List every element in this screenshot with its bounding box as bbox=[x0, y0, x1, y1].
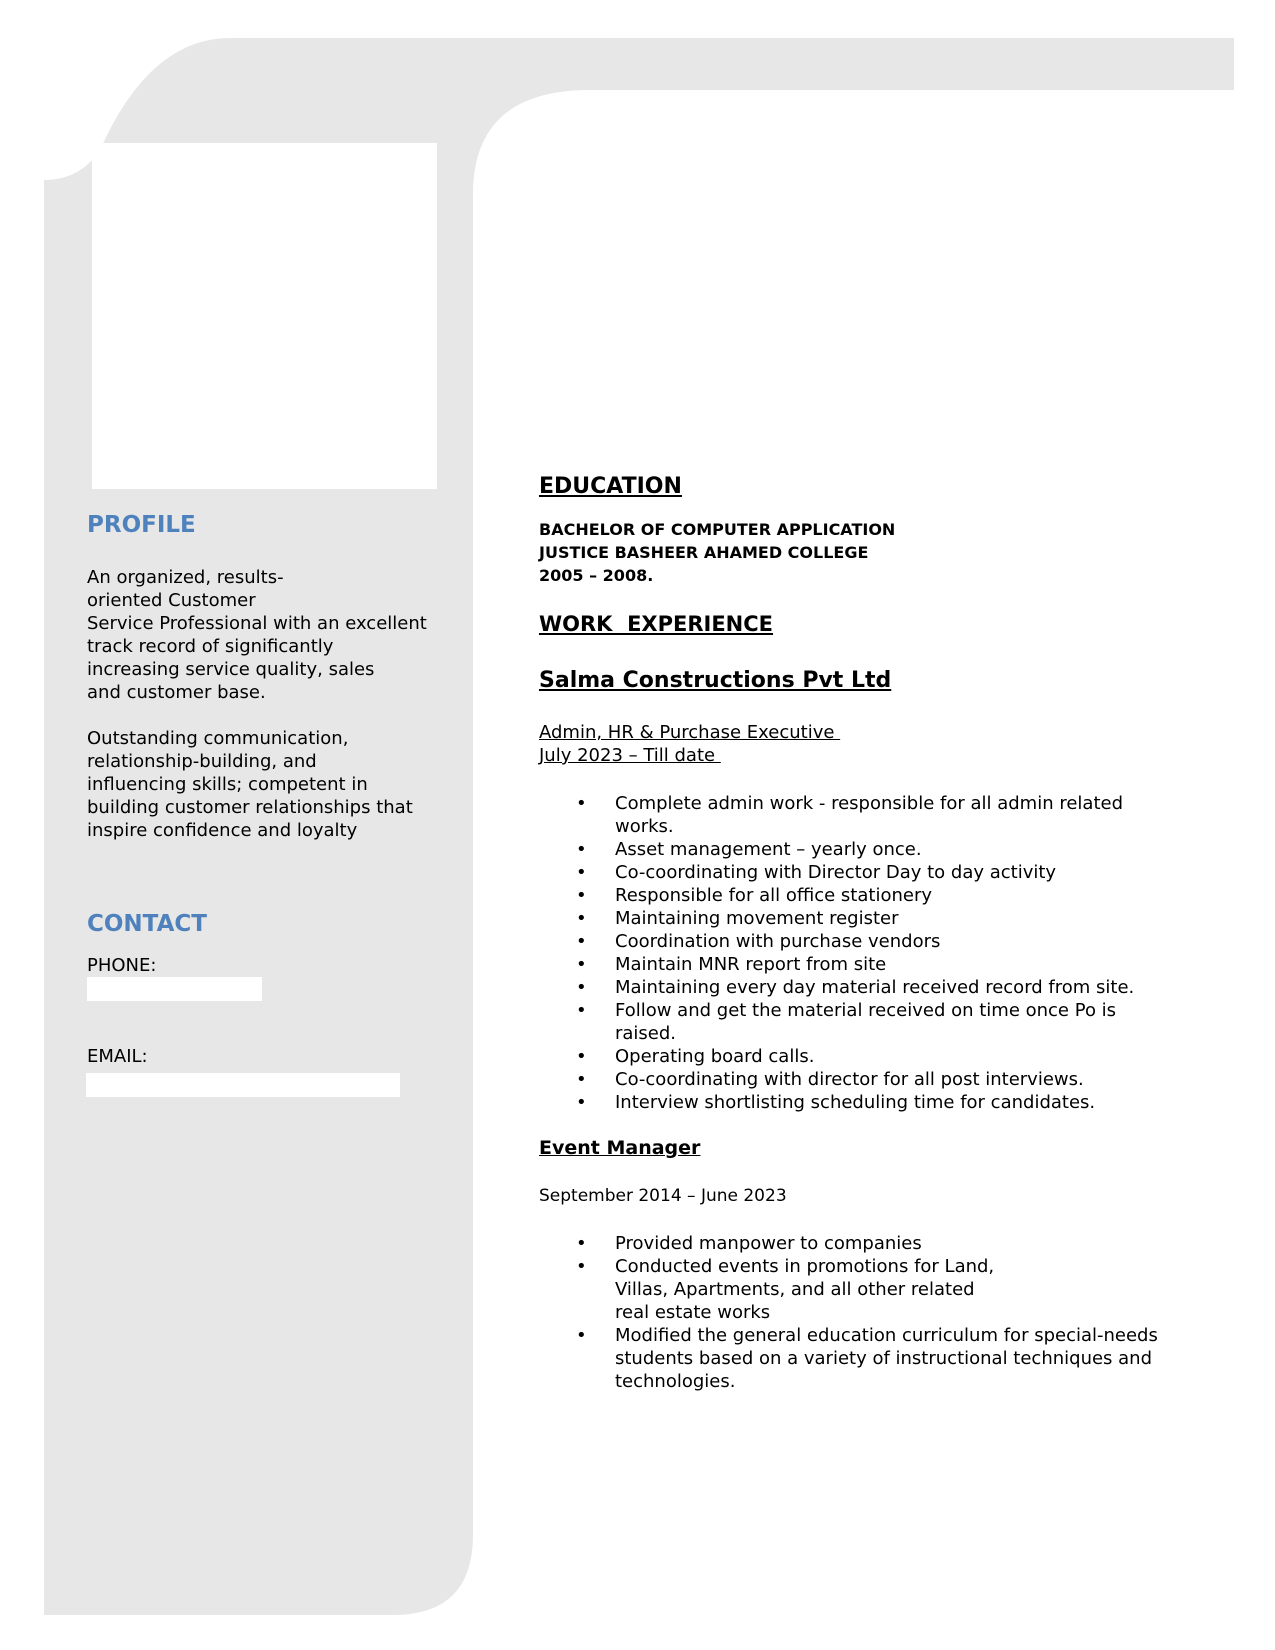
education-years: 2005 – 2008. bbox=[539, 566, 654, 585]
email-value-redacted bbox=[86, 1073, 400, 1097]
list-item: • Complete admin work - responsible for all admin related works. bbox=[539, 792, 1179, 838]
job-duties-list bbox=[539, 792, 1179, 1114]
event-duties-list bbox=[539, 1232, 1179, 1393]
list-item: • Asset management – yearly once. bbox=[539, 838, 1179, 861]
profile-line: and customer base. bbox=[87, 682, 266, 703]
college: JUSTICE BASHEER AHAMED COLLEGE bbox=[539, 543, 869, 562]
list-item: • Maintaining movement register bbox=[539, 907, 1179, 930]
profile-line: track record of significantly bbox=[87, 636, 334, 657]
list-item: • Co-coordinating with director for all post interviews. bbox=[539, 1068, 1179, 1091]
email-label: EMAIL: bbox=[87, 1046, 148, 1067]
list-item: • Conducted events in promotions for Land, Villas, Apartments, and all other related real estate works bbox=[539, 1255, 1179, 1324]
profile-line: oriented Customer bbox=[87, 590, 256, 611]
list-item: • Provided manpower to companies bbox=[539, 1232, 1179, 1255]
profile-line: building customer relationships that bbox=[87, 797, 413, 818]
list-item: • Maintain MNR report from site bbox=[539, 953, 1179, 976]
list-item: • Follow and get the material received on time once Po is raised. bbox=[539, 999, 1179, 1045]
job-title: Admin, HR & Purchase Executive bbox=[539, 722, 841, 743]
list-item: • Maintaining every day material received record from site. bbox=[539, 976, 1179, 999]
profile-line: Service Professional with an excellent bbox=[87, 613, 427, 634]
profile-line: relationship-building, and bbox=[87, 751, 317, 772]
list-item: • Interview shortlisting scheduling time for candidates. bbox=[539, 1091, 1179, 1114]
phone-label: PHONE: bbox=[87, 955, 157, 976]
company-name: Salma Constructions Pvt Ltd bbox=[539, 668, 892, 693]
job-period: July 2023 – Till date bbox=[539, 745, 721, 766]
profile-line: inspire confidence and loyalty bbox=[87, 820, 358, 841]
list-item: • Coordination with purchase vendors bbox=[539, 930, 1179, 953]
phone-value-redacted bbox=[87, 977, 262, 1001]
profile-summary bbox=[87, 566, 437, 704]
degree: BACHELOR OF COMPUTER APPLICATION bbox=[539, 520, 896, 539]
profile-line: An organized, results- bbox=[87, 567, 284, 588]
list-item: • Responsible for all office stationery bbox=[539, 884, 1179, 907]
education-heading: EDUCATION bbox=[539, 474, 682, 499]
contact-heading: CONTACT bbox=[87, 911, 207, 937]
work-experience-heading: WORK EXPERIENCE bbox=[539, 612, 774, 636]
profile-line: Outstanding communication, bbox=[87, 728, 349, 749]
list-item: • Modified the general education curriculum for special-needs students based on a variety of instructional techniques and technologies. bbox=[539, 1324, 1179, 1393]
event-manager-heading: Event Manager bbox=[539, 1137, 701, 1159]
list-item: • Operating board calls. bbox=[539, 1045, 1179, 1068]
profile-skills bbox=[87, 727, 437, 842]
profile-line: influencing skills; competent in bbox=[87, 774, 368, 795]
profile-photo-placeholder bbox=[92, 143, 437, 489]
event-manager-period: September 2014 – June 2023 bbox=[539, 1186, 787, 1206]
profile-line: increasing service quality, sales bbox=[87, 659, 375, 680]
education-details bbox=[539, 518, 895, 587]
list-item: • Co-coordinating with Director Day to day activity bbox=[539, 861, 1179, 884]
profile-heading: PROFILE bbox=[87, 512, 196, 538]
